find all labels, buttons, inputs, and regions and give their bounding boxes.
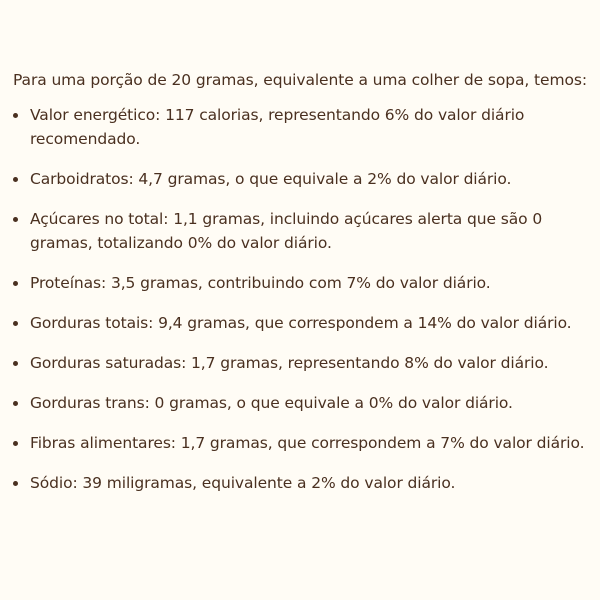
list-item-text: Gorduras trans: 0 gramas, o que equivale a 0% do valor diário. — [30, 394, 513, 412]
bullet-icon — [13, 177, 18, 182]
list-item — [13, 471, 593, 495]
list-item — [13, 391, 593, 415]
list-item — [13, 103, 593, 151]
bullet-icon — [13, 321, 18, 326]
list-item-text: Carboidratos: 4,7 gramas, o que equivale a 2% do valor diário. — [30, 170, 512, 188]
intro-paragraph: Para uma porção de 20 gramas, equivalente a uma colher de sopa, temos: — [13, 71, 587, 89]
list-item-text: Gorduras saturadas: 1,7 gramas, representando 8% do valor diário. — [30, 354, 549, 372]
list-item — [13, 167, 593, 191]
list-item — [13, 351, 593, 375]
list-item-text: Valor energético: 117 calorias, representando 6% do valor diário recomendado. — [30, 106, 525, 148]
list-item-text: Proteínas: 3,5 gramas, contribuindo com 7% do valor diário. — [30, 274, 491, 292]
list-item-text: Fibras alimentares: 1,7 gramas, que correspondem a 7% do valor diário. — [30, 434, 585, 452]
bullet-icon — [13, 481, 18, 486]
list-item-text: Sódio: 39 miligramas, equivalente a 2% do valor diário. — [30, 474, 456, 492]
bullet-icon — [13, 281, 18, 286]
list-item — [13, 271, 593, 295]
bullet-icon — [13, 401, 18, 406]
list-item — [13, 207, 593, 255]
list-item-text: Açúcares no total: 1,1 gramas, incluindo açúcares alerta que são 0 gramas, totalizando 0% do valor diário. — [30, 210, 543, 252]
bullet-icon — [13, 361, 18, 366]
list-item-text: Gorduras totais: 9,4 gramas, que correspondem a 14% do valor diário. — [30, 314, 572, 332]
bullet-icon — [13, 217, 18, 222]
bullet-icon — [13, 441, 18, 446]
list-item — [13, 431, 593, 455]
bullet-icon — [13, 113, 18, 118]
nutrition-content — [13, 68, 593, 511]
nutrient-list — [13, 103, 593, 495]
list-item — [13, 311, 593, 335]
